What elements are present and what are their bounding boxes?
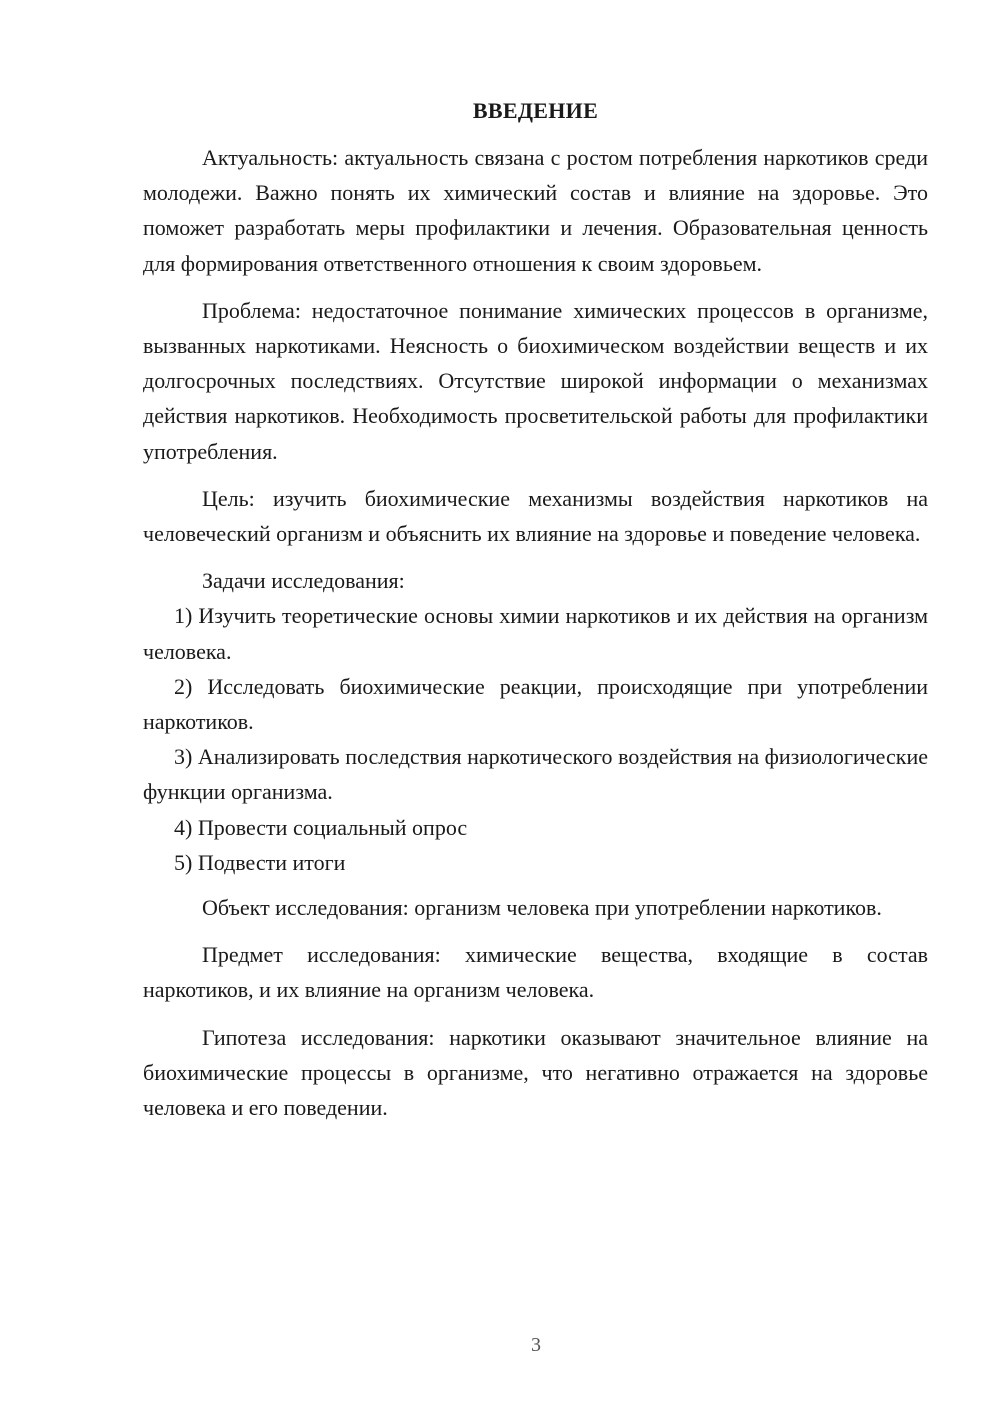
task-item-4: 4) Провести социальный опрос bbox=[174, 814, 468, 840]
problem-paragraph: Проблема: недостаточное понимание химических процессов в организме, вызванных наркотиками. Неясность о биохимическом воздействии веществ и их долгосрочных последствиях. Отсутствие широкой информации о механизмах действия наркотиков. Необходимость просветительской работы для профилактики употребления. bbox=[143, 297, 928, 464]
page-number: 3 bbox=[531, 1334, 541, 1356]
section-title: ВВЕДЕНИЕ bbox=[472, 98, 599, 123]
subject-paragraph: Предмет исследования: химические вещества, входящие в состав наркотиков, и их влияние на организм человека. bbox=[143, 942, 928, 1003]
task-item-1: 1) Изучить теоретические основы химии наркотиков и их действия на организм человека. bbox=[143, 603, 928, 664]
relevance-paragraph: Актуальность: актуальность связана с ростом потребления наркотиков среди молодежи. Важно понять их химический состав и влияние на здоровье. Это поможет разработать меры профилактики и лечения. Образовательная ценность для формирования ответственного отношения к своим здоровьем. bbox=[143, 145, 928, 276]
task-item-2: 2) Исследовать биохимические реакции, происходящие при употреблении наркотиков. bbox=[143, 673, 928, 735]
task-item-3: 3) Анализировать последствия наркотического воздействия на физиологические функции организма. bbox=[143, 744, 928, 805]
goal-paragraph: Цель: изучить биохимические механизмы воздействия наркотиков на человеческий организм и объяснить их влияние на здоровье и поведение человека. bbox=[143, 485, 928, 547]
object-paragraph: Объект исследования: организм человека при употреблении наркотиков. bbox=[202, 895, 882, 921]
task-item-5: 5) Подвести итоги bbox=[174, 849, 346, 875]
tasks-list bbox=[143, 598, 928, 880]
hypothesis-paragraph: Гипотеза исследования: наркотики оказывают значительное влияние на биохимические процессы в организме, что негативно отражается на здоровье человека и его поведении. bbox=[143, 1024, 928, 1121]
tasks-heading: Задачи исследования: bbox=[202, 568, 405, 594]
document-page bbox=[143, 96, 928, 1125]
